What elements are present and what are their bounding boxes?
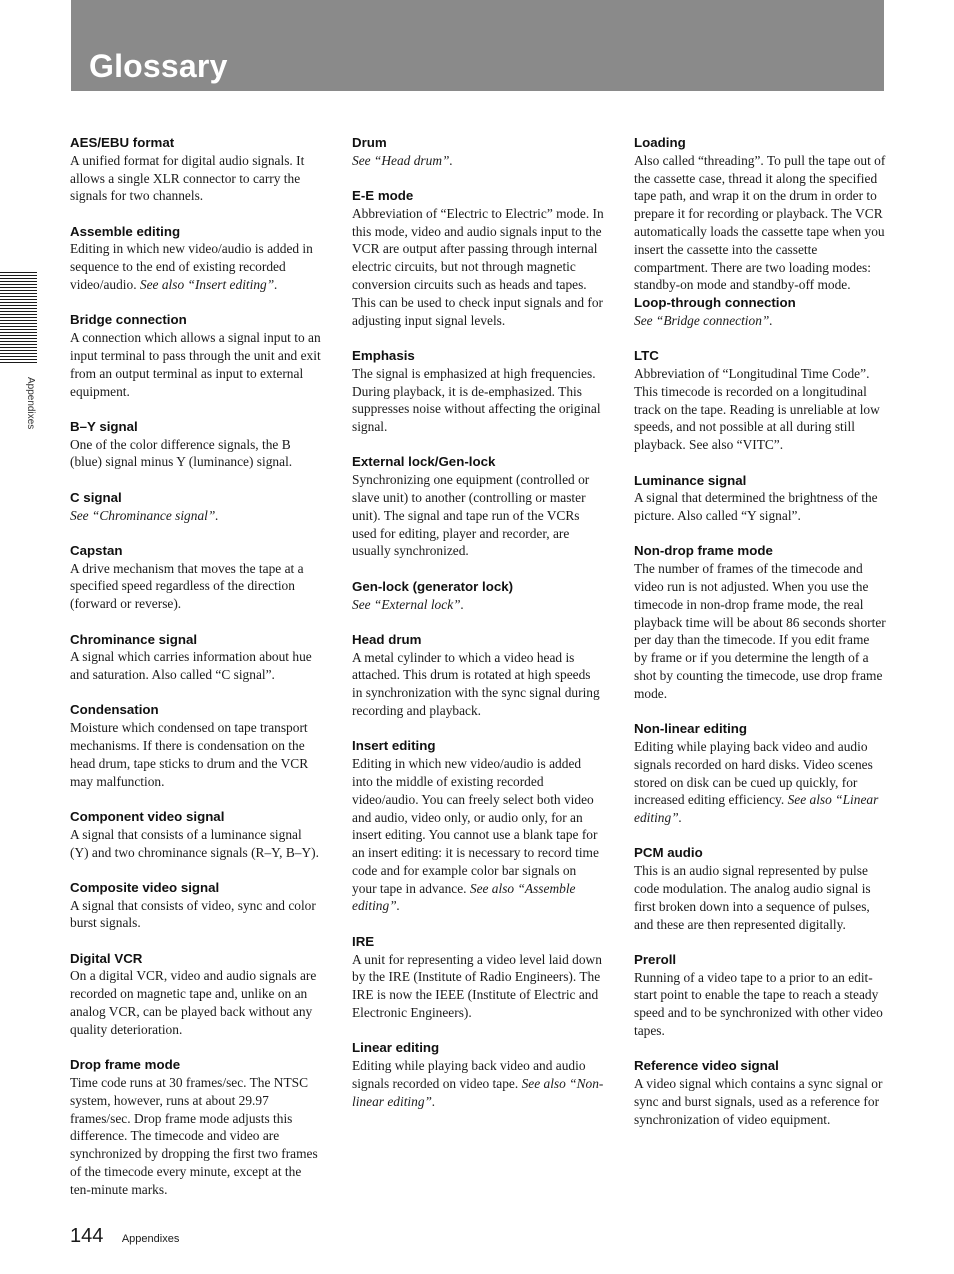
page-footer (70, 1225, 179, 1248)
glossary-entry (352, 453, 604, 560)
glossary-definition (634, 560, 886, 702)
glossary-entry (634, 347, 886, 454)
glossary-definition (70, 560, 322, 613)
glossary-entry (352, 933, 604, 1022)
glossary-definition (70, 329, 322, 400)
definition-text: A signal that consists of video, sync and color burst signals. (70, 897, 316, 931)
glossary-definition (634, 489, 886, 525)
glossary-term: E-E mode (352, 188, 414, 204)
definition-text: A unified format for digital audio signals. It allows a single XLR connector to carry the signals for two channels. (70, 152, 305, 204)
see-also-reference: See “External lock”. (352, 596, 464, 612)
definition-text: Abbreviation of “Electric to Electric” mode. In this mode, video and audio signals input to the VCR are output after passing through internal electric circuits, but not through magnetic conversion circuits such as heads and tapes. This can be used to check input signals and for adjusting input signal levels. (352, 205, 604, 328)
definition-text: On a digital VCR, video and audio signals are recorded on magnetic tape and, unlike on an analog VCR, can be played back without any quality deterioration. (70, 968, 317, 1037)
glossary-definition (352, 755, 604, 915)
see-also-reference: See also “Assemble editing”. (352, 880, 576, 914)
glossary-term: Linear editing (352, 1040, 440, 1056)
glossary-entry (70, 489, 322, 525)
see-also-reference: See also “Non-linear editing”. (352, 1075, 604, 1109)
glossary-term: Digital VCR (70, 950, 143, 966)
glossary-entry (70, 311, 322, 400)
glossary-entry (70, 542, 322, 613)
definition-text: A drive mechanism that moves the tape at a specified speed regardless of the direction (forward or reverse). (70, 560, 304, 612)
glossary-term: Bridge connection (70, 312, 187, 328)
definition-text: Editing while playing back video and audio signals recorded on hard disks. Video scenes stored on disk can be cued up quickly, for increased editing efficiency. (634, 738, 873, 808)
glossary-definition (70, 507, 322, 525)
glossary-term: Chrominance signal (70, 631, 198, 647)
definition-text: Editing while playing back video and audio signals recorded on video tape. (352, 1058, 586, 1091)
glossary-entry (70, 223, 322, 294)
page-title: Glossary (89, 48, 228, 84)
glossary-definition (634, 969, 886, 1040)
glossary-entry (634, 472, 886, 525)
glossary-definition (352, 205, 604, 330)
see-also-reference: See also “Insert editing”. (139, 277, 278, 293)
header-bar (71, 0, 884, 91)
glossary-definition (70, 1074, 322, 1199)
glossary-entry (634, 294, 886, 330)
glossary-entry (352, 578, 604, 614)
glossary-term: LTC (634, 348, 659, 364)
glossary-entry (634, 1057, 886, 1128)
glossary-term: IRE (352, 933, 375, 949)
glossary-definition (70, 826, 322, 862)
glossary-entry (70, 701, 322, 790)
definition-text: Editing in which new video/audio is added in sequence to the end of existing recorded video/audio. (70, 241, 313, 293)
glossary-definition (70, 240, 322, 293)
definition-text: Also called “threading”. To pull the tape out of the cassette case, thread it along the specified tape path, and wrap it on the drum in order to prepare it for recording or playback. The VCR automatically loads the cassette tape when you insert the cassette into the cassette compartment. There are two loading modes: standby-on mode and standby-off mode. (634, 152, 886, 293)
see-also-reference: See “Bridge connection”. (634, 312, 773, 328)
section-tab-marker (0, 272, 37, 364)
definition-text: A signal that determined the brightness of the picture. Also called “Y signal”. (634, 490, 878, 524)
glossary-definition (352, 649, 604, 720)
glossary-definition (352, 152, 604, 170)
glossary-entry (634, 720, 886, 827)
glossary-entry (70, 418, 322, 471)
glossary-definition (634, 312, 886, 330)
glossary-term: Non-drop frame mode (634, 543, 773, 559)
definition-text: A video signal which contains a sync signal or sync and burst signals, used as a reference for synchronization of video equipment. (634, 1076, 883, 1127)
definition-text: The number of frames of the timecode and video run is not adjusted. When you use the timecode in non-drop frame mode, the real playback time will be about 86 seconds shorter per day than the timecode. If you edit frame by frame or if you determine the length of a shot by counting the timecode, use drop frame mode. (634, 561, 886, 701)
glossary-term: Loop-through connection (634, 295, 796, 311)
glossary-definition (634, 365, 886, 454)
page-number: 144 (70, 1225, 104, 1247)
definition-text: A connection which allows a signal input to an input terminal to pass through the unit and exit from an output terminal as input to external equipment. (70, 330, 321, 399)
definition-text: Moisture which condensed on tape transport mechanisms. If there is condensation on the head drum, tape sticks to drum and the VCR may malfunction. (70, 720, 309, 789)
glossary-term: Head drum (352, 631, 422, 647)
side-section-label: Appendixes (25, 377, 36, 430)
glossary-entry (634, 542, 886, 702)
glossary-entry (70, 631, 322, 684)
glossary-entry (70, 808, 322, 861)
footer-section-label: Appendixes (121, 1233, 180, 1245)
definition-text: Time code runs at 30 frames/sec. The NTSC system, however, runs at about 29.97 frames/sec. Drop frame mode adjusts this difference. The timecode and video are synchronized by dropping the first two frames of the timecode every minute, except at the ten-minute marks. (70, 1074, 318, 1197)
glossary-definition (70, 648, 322, 684)
glossary-column-2 (352, 134, 604, 1128)
definition-text: Editing in which new video/audio is added into the middle of existing recorded video/audio. You can freely select both video and audio, video only, or audio only, for an insert editing. You cannot use a blank tape for an insert editing: it is necessary to record time code and for example color bar signals on your tape in advance. (352, 756, 599, 896)
glossary-entry (352, 347, 604, 436)
glossary-entry (70, 1056, 322, 1198)
definition-text: One of the color difference signals, the B (blue) signal minus Y (luminance) signal. (70, 436, 293, 470)
glossary-definition (352, 471, 604, 560)
glossary-entry (352, 134, 604, 170)
glossary-definition (70, 719, 322, 790)
glossary-column-1 (70, 134, 322, 1216)
glossary-term: Emphasis (352, 347, 415, 363)
glossary-definition (634, 862, 886, 933)
glossary-term: Condensation (70, 702, 159, 718)
definition-text: A metal cylinder to which a video head is attached. This drum is rotated at high speeds in synchronization with the sync signal during recording and playback. (352, 649, 600, 719)
glossary-term: Component video signal (70, 808, 225, 824)
definition-text: Abbreviation of “Longitudinal Time Code”. This timecode is recorded on a longitudinal track on the tape. Reading is unreliable at low speeds, and not possible at all during still playback. See also “VITC”. (634, 366, 880, 453)
glossary-term: AES/EBU format (70, 135, 175, 150)
see-also-reference: See also “Linear editing”. (634, 792, 879, 826)
glossary-entry (70, 950, 322, 1039)
glossary-definition (70, 152, 322, 205)
definition-text: Running of a video tape to a prior to an edit-start point to enable the tape to reach a steady speed and to be synchronized with other video tapes. (634, 969, 883, 1039)
glossary-definition (352, 951, 604, 1022)
glossary-term: Reference video signal (634, 1058, 779, 1074)
glossary-term: Drop frame mode (70, 1057, 181, 1073)
glossary-definition (352, 1057, 604, 1110)
glossary-entry (634, 951, 886, 1040)
glossary-entry (70, 879, 322, 932)
glossary-column-3 (634, 134, 886, 1146)
glossary-definition (352, 596, 604, 614)
glossary-entry (352, 631, 604, 720)
definition-text: The signal is emphasized at high frequencies. During playback, it is de-emphasized. This suppresses noise without affecting the original signal. (352, 365, 601, 435)
definition-text: A signal that consists of a luminance signal (Y) and two chrominance signals (R–Y, B–Y). (70, 826, 319, 860)
glossary-definition (634, 738, 886, 827)
glossary-term: C signal (70, 489, 122, 505)
glossary-entry (352, 187, 604, 329)
glossary-entry (352, 737, 604, 915)
see-also-reference: See “Head drum”. (352, 152, 453, 168)
glossary-definition (70, 967, 322, 1038)
definition-text: Synchronizing one equipment (controlled or slave unit) to another (controlling or master unit). The signal and tape run of the VCRs used for editing, player and recorder, are usually synchronized. (352, 472, 590, 559)
glossary-definition (352, 365, 604, 436)
glossary-term: PCM audio (634, 845, 703, 861)
see-also-reference: See “Chrominance signal”. (70, 507, 219, 523)
glossary-entry (634, 134, 886, 294)
glossary-term: Loading (634, 135, 686, 150)
glossary-term: Composite video signal (70, 879, 220, 895)
glossary-definition (70, 436, 322, 472)
glossary-entry (70, 134, 322, 205)
definition-text: This is an audio signal represented by pulse code modulation. The analog audio signal is first broken down into a sequence of pulses, and these are then represented digitally. (634, 863, 871, 932)
glossary-term: Luminance signal (634, 472, 747, 488)
glossary-definition (634, 1075, 886, 1128)
glossary-definition (634, 152, 886, 294)
glossary-term: Insert editing (352, 738, 436, 754)
glossary-term: Non-linear editing (634, 721, 748, 737)
glossary-term: Assemble editing (70, 223, 181, 239)
glossary-entry (352, 1039, 604, 1110)
glossary-term: Gen-lock (generator lock) (352, 578, 514, 594)
glossary-definition (70, 897, 322, 933)
glossary-term: Drum (352, 135, 387, 150)
glossary-term: Preroll (634, 951, 677, 967)
glossary-term: External lock/Gen-lock (352, 454, 496, 470)
glossary-entry (634, 844, 886, 933)
definition-text: A unit for representing a video level laid down by the IRE (Institute of Radio Engineers). The IRE is now the IEEE (Institute of Electric and Electronic Engineers). (352, 951, 602, 1020)
glossary-term: B–Y signal (70, 418, 138, 434)
glossary-term: Capstan (70, 542, 123, 558)
definition-text: A signal which carries information about hue and saturation. Also called “C signal”. (70, 649, 312, 683)
